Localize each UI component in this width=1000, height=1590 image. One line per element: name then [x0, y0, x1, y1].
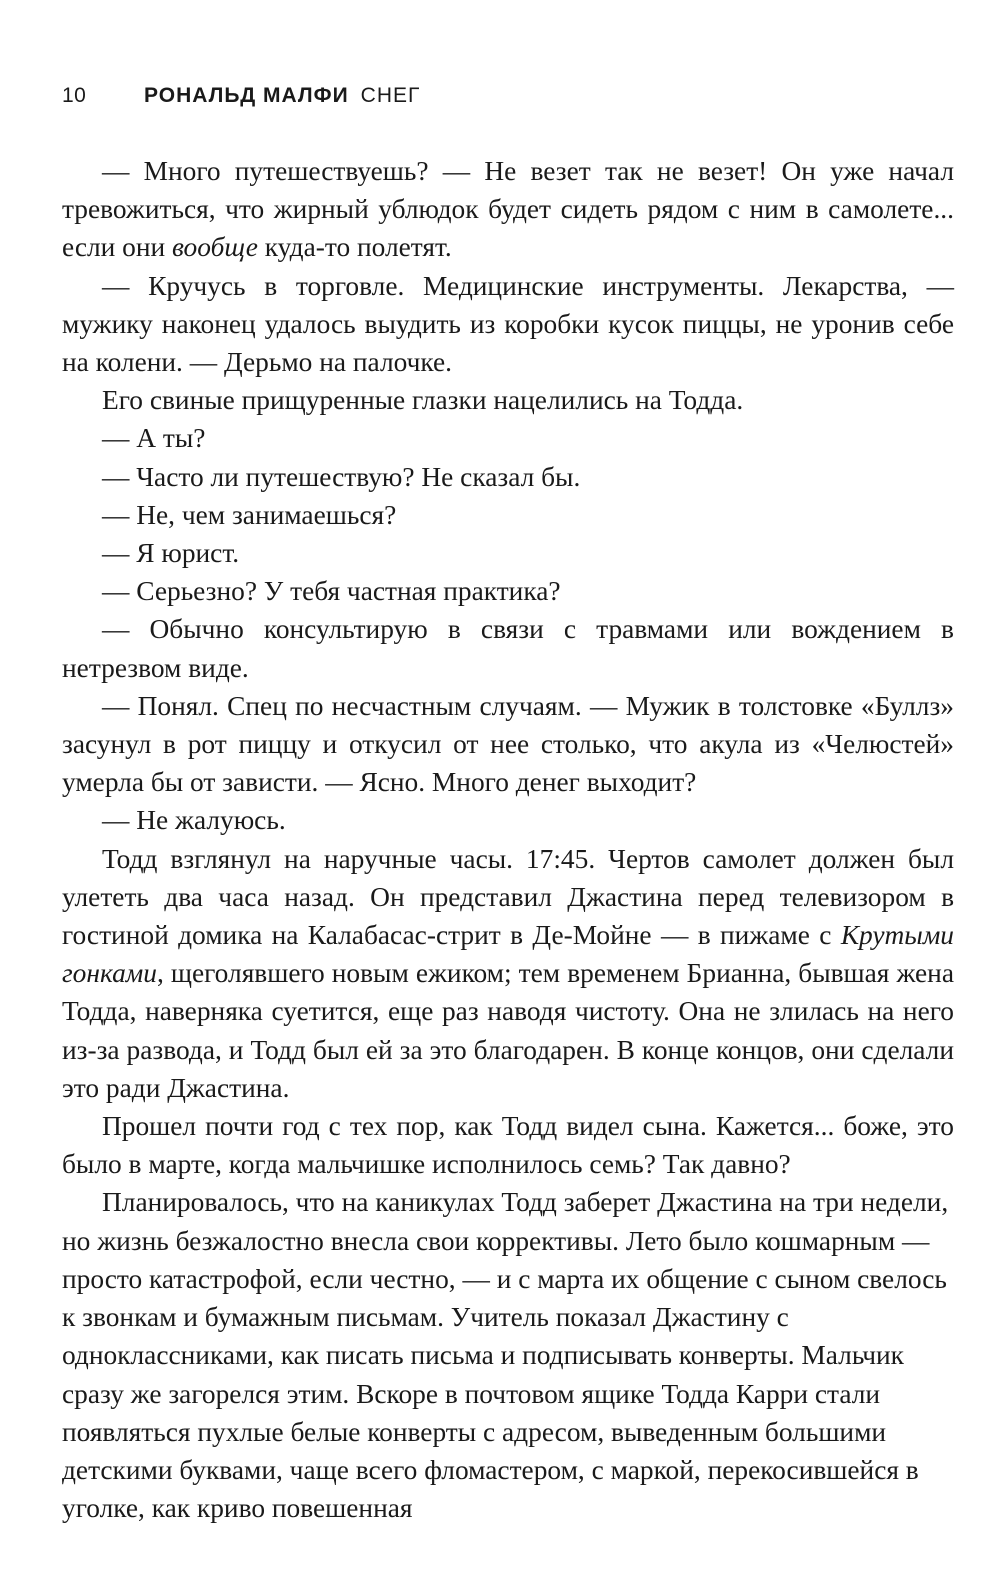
- paragraph: — Не жалуюсь.: [102, 805, 286, 836]
- paragraph: — Не, чем занимаешься?: [102, 499, 397, 530]
- emphasis: Крутыми гонками: [62, 920, 954, 989]
- emphasis: вообще: [172, 232, 258, 263]
- paragraph: — Кручусь в торговле. Медицинские инструменты. Лекарства, — мужику наконец удалось выудить из коробки кусок пиццы, не уронив себе на колени. — Дерьмо на палочке.: [62, 270, 954, 378]
- paragraph: — Много путешествуешь? — Не везет так не везет! Он уже начал тревожиться, что жирный ублюдок будет сидеть рядом с ним в самолете... если они вообще куда-то полетят.: [62, 156, 954, 263]
- page-number: 10: [62, 84, 87, 107]
- paragraph: — Часто ли путешествую? Не сказал бы.: [102, 461, 581, 492]
- paragraph: — А ты?: [102, 423, 206, 454]
- paragraph: Прошел почти год с тех пор, как Тодд видел сына. Кажется... боже, это было в марте, когда мальчишке исполнилось семь? Так давно?: [62, 1111, 954, 1180]
- author-name: РОНАЛЬД МАЛФИ: [144, 84, 349, 107]
- paragraph: — Я юрист.: [102, 538, 240, 569]
- paragraph: Планировалось, что на каникулах Тодд заберет Джастина на три недели, но жизнь безжалостно внесла свои коррективы. Лето было кошмарным — просто катастрофой, если честно, — и с марта их общение с сыном свелось к звонкам и бумажным письмам. Учитель показал Джастину с одноклассниками, как писать письма и подписывать конверты. Мальчик сразу же загорелся этим. Вскоре в почтовом ящике Тодда Карри стали появляться пухлые белые конверты с адресом, выведенным большими детскими буквами, чаще всего фломастером, с маркой, перекосившейся в уголке, как криво повешенная: [62, 1187, 949, 1524]
- paragraph: Тодд взглянул на наручные часы. 17:45. Чертов самолет должен был улететь два часа назад. Он представил Джастина перед телевизором в гостиной домика на Калабасас-стрит в Де-Мойне — в пижаме с Крутыми гонками, щеголявшего новым ежиком; тем временем Брианна, бывшая жена Тодда, наверняка суетится, еще раз наводя чистоту. Она не злилась на него из-за развода, и Тодд был ей за это благодарен. В конце концов, они сделали это ради Джастина.: [62, 843, 954, 1103]
- paragraph: Его свиные прищуренные глазки нацелились на Тодда.: [102, 385, 744, 416]
- paragraph: — Обычно консультирую в связи с травмами или вождением в нетрезвом виде.: [62, 614, 954, 683]
- book-page: [62, 78, 954, 1527]
- paragraph: — Понял. Спец по несчастным случаям. — Мужик в толстовке «Буллз» засунул в рот пиццу и откусил от нее столько, что акула из «Челюстей» умерла бы от зависти. — Ясно. Много денег выходит?: [62, 690, 954, 798]
- body-text: [62, 152, 954, 1527]
- paragraph: — Серьезно? У тебя частная практика?: [102, 576, 561, 607]
- running-head: [62, 78, 954, 122]
- book-title: СНЕГ: [360, 84, 421, 107]
